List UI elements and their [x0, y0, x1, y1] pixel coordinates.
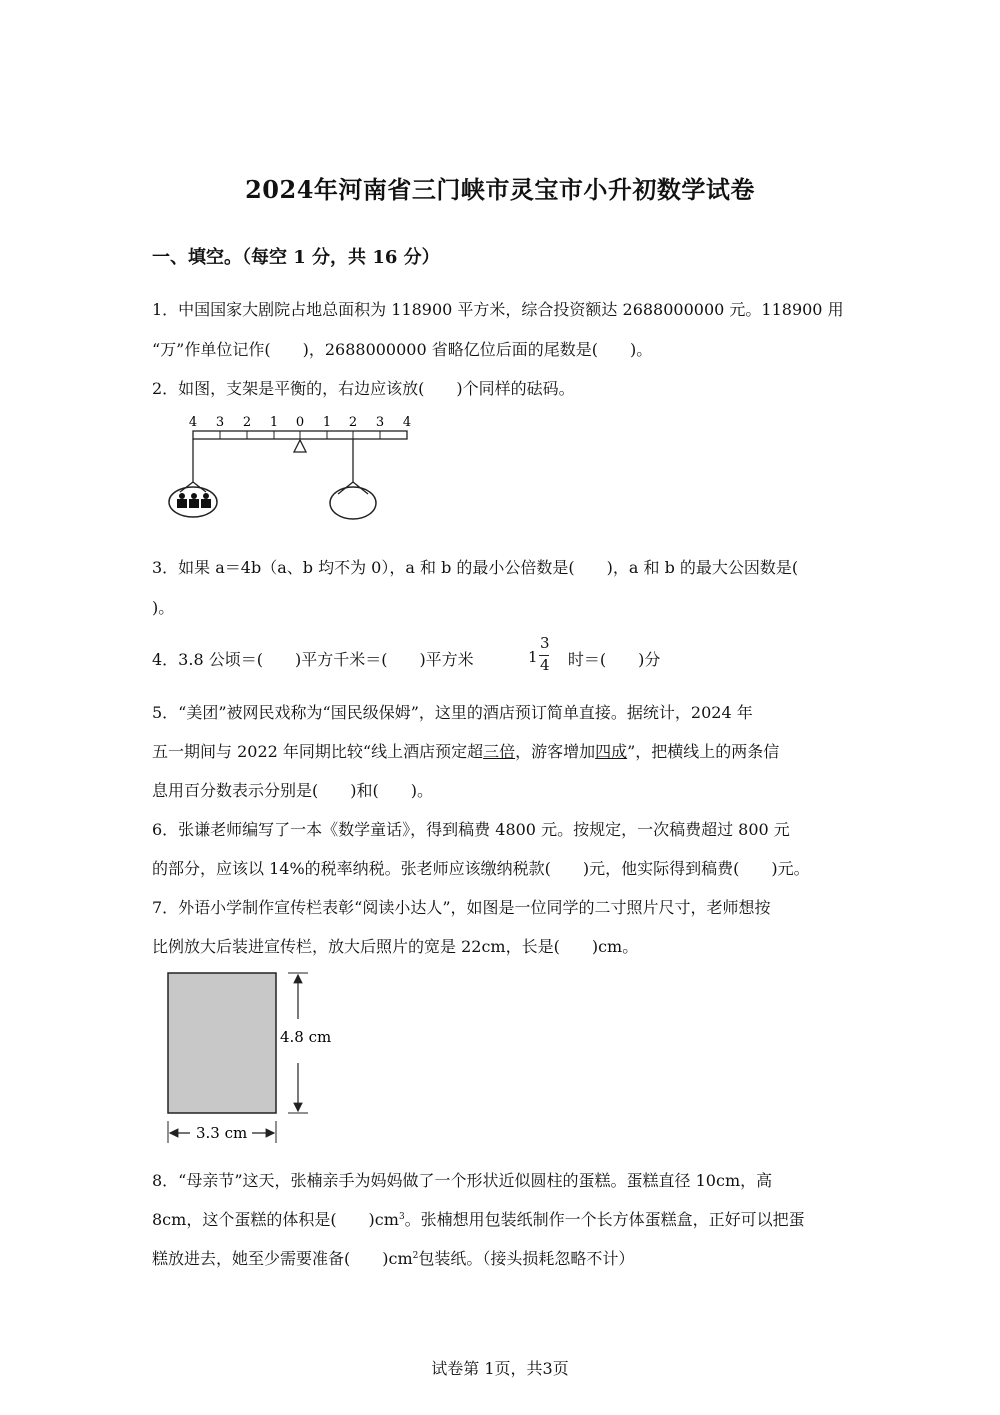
scale-label-right-3: 3: [375, 415, 385, 430]
q5-line-2-b: ，游客增加: [515, 742, 596, 761]
q1-line-1: 1．中国国家大剧院占地总面积为 118900 平方米，综合投资额达 2688000000 元。118900 用: [152, 300, 844, 319]
q7-line-2: 比例放大后装进宣传栏，放大后照片的宽是 22cm，长是( )cm。: [152, 937, 639, 956]
q6-line-2: 的部分，应该以 14%的税率纳税。张老师应该缴纳税款( )元，他实际得到稿费( )元。: [152, 859, 810, 878]
right-pan: [330, 487, 376, 519]
scale-label-right-2: 2: [348, 415, 358, 430]
q4-line: [152, 649, 852, 671]
square-superscript: 2: [412, 1251, 419, 1261]
fraction-denominator: 4: [540, 656, 550, 674]
section-heading: 一、填空。（每空 1 分，共 16 分）: [152, 247, 440, 268]
scale-label-zero: 0: [295, 415, 305, 430]
scale-label-left-4: 4: [188, 415, 198, 430]
fraction-numerator: 3: [540, 634, 550, 652]
q8-line-2-b: 。张楠想用包装纸制作一个长方体蛋糕盒，正好可以把蛋: [404, 1210, 805, 1229]
scale-label-left-3: 3: [215, 415, 225, 430]
underline-forty-percent: 四成: [595, 742, 628, 761]
exam-title: 2024年河南省三门峡市灵宝市小升初数学试卷: [245, 175, 755, 204]
q2-line-1: 2．如图，支架是平衡的，右边应该放( )个同样的砝码。: [152, 379, 575, 398]
scale-label-left-2: 2: [242, 415, 252, 430]
scale-fulcrum: [294, 440, 306, 452]
q8-line-2-a: 8cm，这个蛋糕的体积是( )cm: [152, 1210, 399, 1229]
balance-scale-figure: [160, 410, 420, 525]
fraction-whole: 1: [528, 648, 538, 666]
mixed-fraction: [528, 634, 554, 678]
q8-line-2: [152, 1209, 852, 1231]
photo-rectangle: [168, 973, 276, 1113]
cubic-superscript: 3: [398, 1212, 405, 1222]
q5-line-1: 5．“美团”被网民戏称为“国民级保姆”，这里的酒店预订简单直接。据统计，2024 年: [152, 703, 753, 722]
page-footer: 试卷第 1页，共3页: [431, 1359, 569, 1378]
q1-line-2: “万”作单位记作( )，2688000000 省略亿位后面的尾数是( )。: [152, 340, 653, 359]
scale-label-right-1: 1: [322, 415, 332, 430]
width-label: 3.3 cm: [196, 1124, 248, 1142]
q8-line-1: 8．“母亲节”这天，张楠亲手为妈妈做了一个形状近似圆柱的蛋糕。蛋糕直径 10cm，高: [152, 1171, 773, 1190]
scale-label-left-1: 1: [269, 415, 279, 430]
q4-part-2: 时＝( )分: [567, 650, 661, 669]
q8-line-3-a: 糕放进去，她至少需要准备( )cm: [152, 1249, 413, 1268]
left-pan-weights: [177, 493, 211, 508]
q7-line-1: 7．外语小学制作宣传栏表彰“阅读小达人”，如图是一位同学的二寸照片尺寸，老师想按: [152, 898, 771, 917]
q5-line-2-a: 五一期间与 2022 年同期比较“线上酒店预定超: [152, 742, 484, 761]
height-label: 4.8 cm: [280, 1028, 332, 1046]
q8-line-3-b: 包装纸。（接头损耗忽略不计）: [418, 1249, 635, 1268]
photo-size-figure: [160, 965, 360, 1150]
q5-line-2-c: ”，把横线上的两条信: [627, 742, 780, 761]
q3-line-2: )。: [152, 598, 175, 617]
q6-line-1: 6．张谦老师编写了一本《数学童话》，得到稿费 4800 元。按规定，一次稿费超过 800 元: [152, 820, 790, 839]
q3-line-1: 3．如果 a＝4b（a、b 均不为 0），a 和 b 的最小公倍数是( )，a 和 b 的最大公因数是(: [152, 558, 799, 577]
q5-line-2: [152, 741, 852, 763]
scale-label-right-4: 4: [402, 415, 412, 430]
q4-part-1: 4．3.8 公顷＝( )平方千米＝( )平方米: [152, 650, 474, 669]
q5-line-3: 息用百分数表示分别是( )和( )。: [152, 781, 433, 800]
underline-three-times: 三倍: [483, 742, 516, 761]
q8-line-3: [152, 1248, 852, 1270]
